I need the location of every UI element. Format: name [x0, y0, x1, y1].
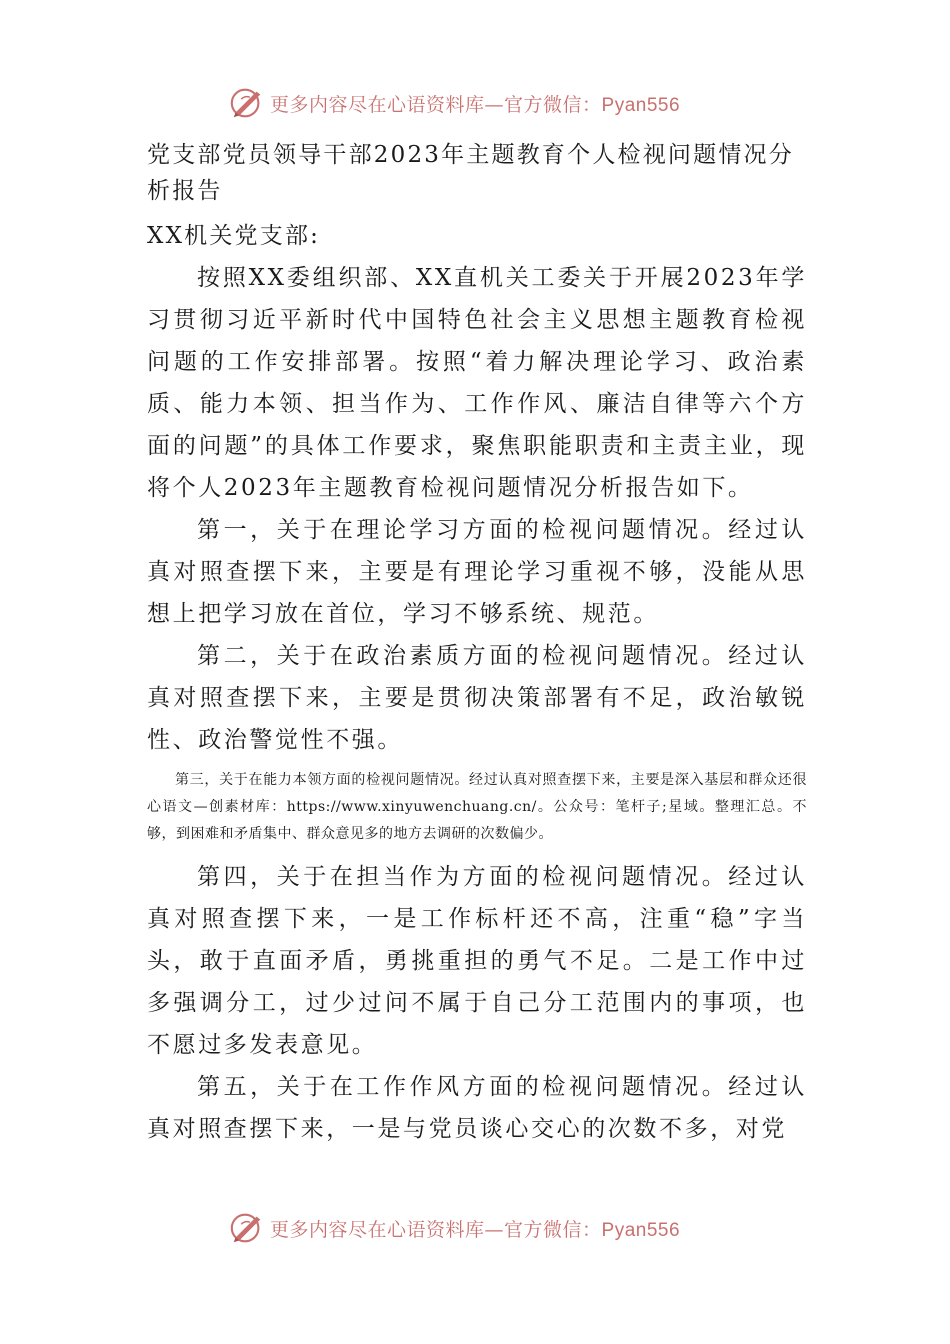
- pen-logo-icon: [228, 84, 266, 122]
- header-banner: [228, 83, 748, 123]
- paragraph-third-small: 第三，关于在能力本领方面的检视问题情况。经过认真对照查摆下来，主要是深入基层和群众还很心语文—创素材库：https://www.xinyuwenchuang.cn/。公众号：笔杆子;星域。整理汇总。不够，到困难和矛盾集中、群众意见多的地方去调研的次数偏少。: [147, 772, 807, 842]
- paragraph-second: 第二，关于在政治素质方面的检视问题情况。经过认真对照查摆下来，主要是贯彻决策部署有不足，政治敏锐性、政治警觉性不强。: [147, 643, 807, 753]
- paragraph-fourth: 第四，关于在担当作为方面的检视问题情况。经过认真对照查摆下来，一是工作标杆还不高，注重“稳”字当头，敢于直面矛盾，勇挑重担的勇气不足。二是工作中过多强调分工，过少过问不属于自己分工范围内的事项，也不愿过多发表意见。: [147, 864, 807, 1058]
- salutation: XX机关党支部:: [147, 223, 321, 249]
- wechat-id: Pyan556: [601, 1219, 681, 1241]
- document-title: 党支部党员领导干部2023年主题教育个人检视问题情况分析报告: [147, 142, 794, 204]
- paragraph-first: 第一，关于在理论学习方面的检视问题情况。经过认真对照查摆下来，主要是有理论学习重视不够，没能从思想上把学习放在首位，学习不够系统、规范。: [147, 517, 807, 627]
- banner-text: 更多内容尽在心语资料库—官方微信：Pyan556: [270, 1218, 681, 1241]
- document-body: [147, 137, 807, 1150]
- wechat-id: Pyan556: [601, 94, 681, 116]
- pen-logo-icon: [228, 1209, 266, 1247]
- paragraph-intro: 按照XX委组织部、XX直机关工委关于开展2023年学习贯彻习近平新时代中国特色社会主义思想主题教育检视问题的工作安排部署。按照“着力解决理论学习、政治素质、能力本领、担当作为、工作作风、廉洁自律等六个方面的问题”的具体工作要求，聚焦职能职责和主责主业，现将个人2023年主题教育检视问题情况分析报告如下。: [147, 265, 807, 501]
- paragraph-fifth: 第五，关于在工作作风方面的检视问题情况。经过认真对照查摆下来，一是与党员谈心交心的次数不多，对党: [147, 1074, 807, 1142]
- banner-text: 更多内容尽在心语资料库—官方微信：Pyan556: [270, 93, 681, 116]
- footer-banner: [228, 1208, 748, 1248]
